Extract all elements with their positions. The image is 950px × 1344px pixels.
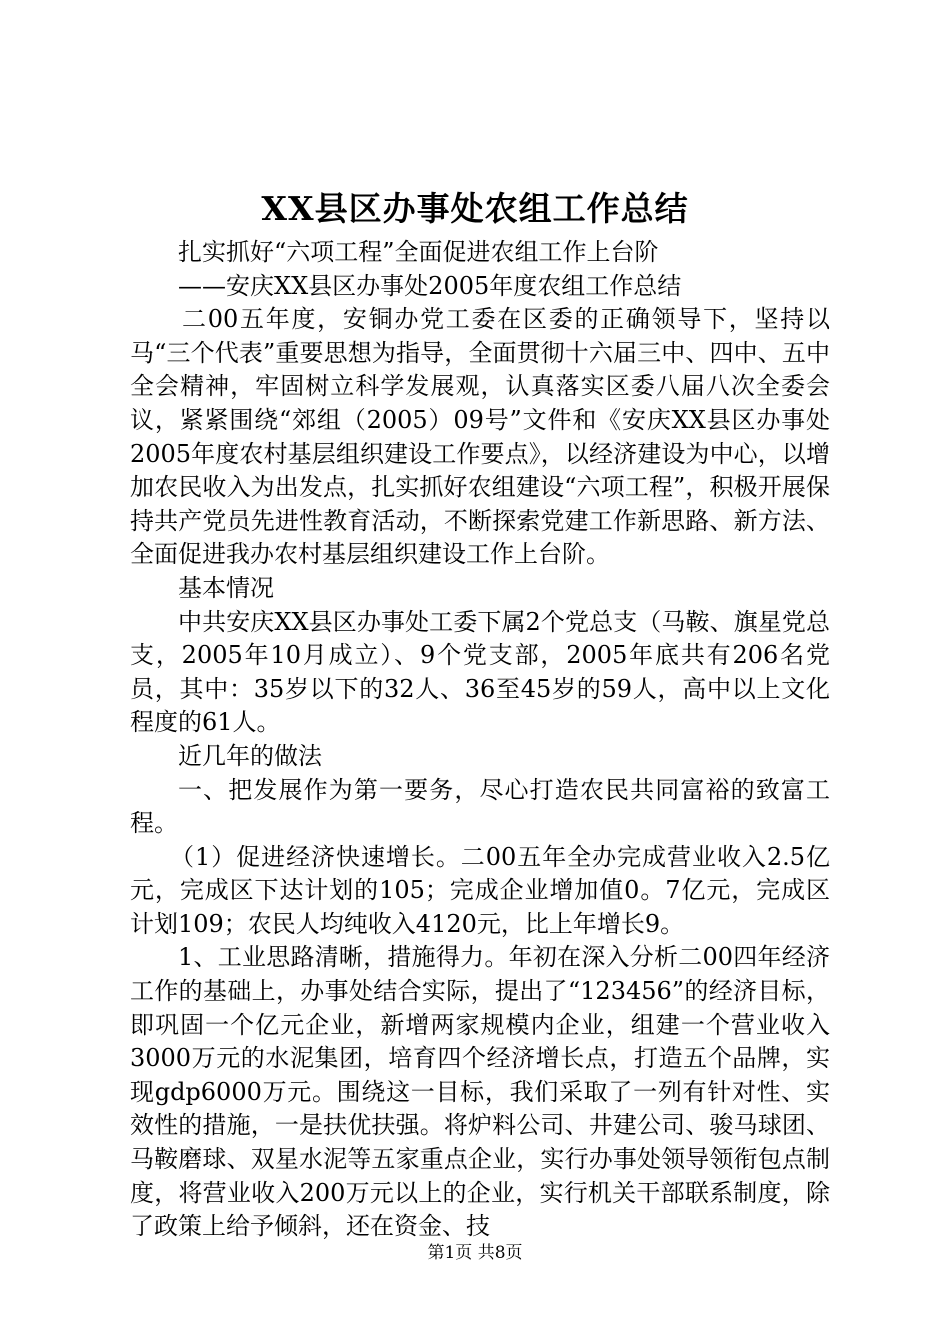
document-title: XX县区办事处农组工作总结 [261, 189, 689, 228]
intro-paragraph: 二00五年度，安铜办党工委在区委的正确领导下，坚持以马“三个代表”重要思想为指导，全面贯彻十六届三中、四中、五中全会精神，牢固树立科学发展观，认真落实区委八届八次全委会议，紧紧围绕“郊组（2005）09号”文件和《安庆XX县区办事处2005年度农村基层组织建设工作要点》，以经济建设为中心，以增加农民收入为出发点，扎实抓好农组建设“六项工程”，积极开展保持共产党员先进性教育活动，不断探索党建工作新思路、新方法、全面促进我办农村基层组织建设工作上台阶。 [130, 305, 830, 569]
heading-basic-situation: 基本情况 [178, 573, 274, 602]
byline: ——安庆XX县区办事处2005年度农组工作总结 [178, 271, 682, 300]
section-one-heading: 一、把发展作为第一要务，尽心打造农民共同富裕的致富工程。 [130, 775, 830, 838]
point-one-paragraph: 1、工业思路清晰，措施得力。年初在深入分析二00四年经济工作的基础上，办事处结合实际，提出了“123456”的经济目标，即巩固一个亿元企业，新增两家规模内企业，组建一个营业收入3000万元的水泥集团，培育四个经济增长点，打造五个品牌，实现gdp6000万元。围绕这一目标，我们采取了一列有针对性、实效性的措施，一是扶优扶强。将炉料公司、井建公司、骏马球团、马鞍磨球、双星水泥等五家重点企业，实行办事处领导领衔包点制度，将营业收入200万元以上的企业，实行机关干部联系制度，除了政策上给予倾斜，还在资金、技 [130, 943, 830, 1241]
heading-recent-practices: 近几年的做法 [178, 741, 322, 770]
document-body [130, 236, 830, 1244]
basic-situation-paragraph: 中共安庆XX县区办事处工委下属2个党总支（马鞍、旗星党总支，2005年10月成立）、9个党支部，2005年底共有206名党员，其中：35岁以下的32人、36至45岁的59人，高中以上文化程度的61人。 [130, 607, 830, 737]
subtitle: 扎实抓好“六项工程”全面促进农组工作上台阶 [178, 238, 659, 266]
page-footer: 第1页 共8页 [427, 1243, 523, 1263]
item-one-paragraph: （1）促进经济快速增长。二00五年全办完成营业收入2.5亿元，完成区下达计划的105；完成企业增加值0。7亿元，完成区计划109；农民人均纯收入4120元，比上年增长9。 [130, 842, 830, 938]
